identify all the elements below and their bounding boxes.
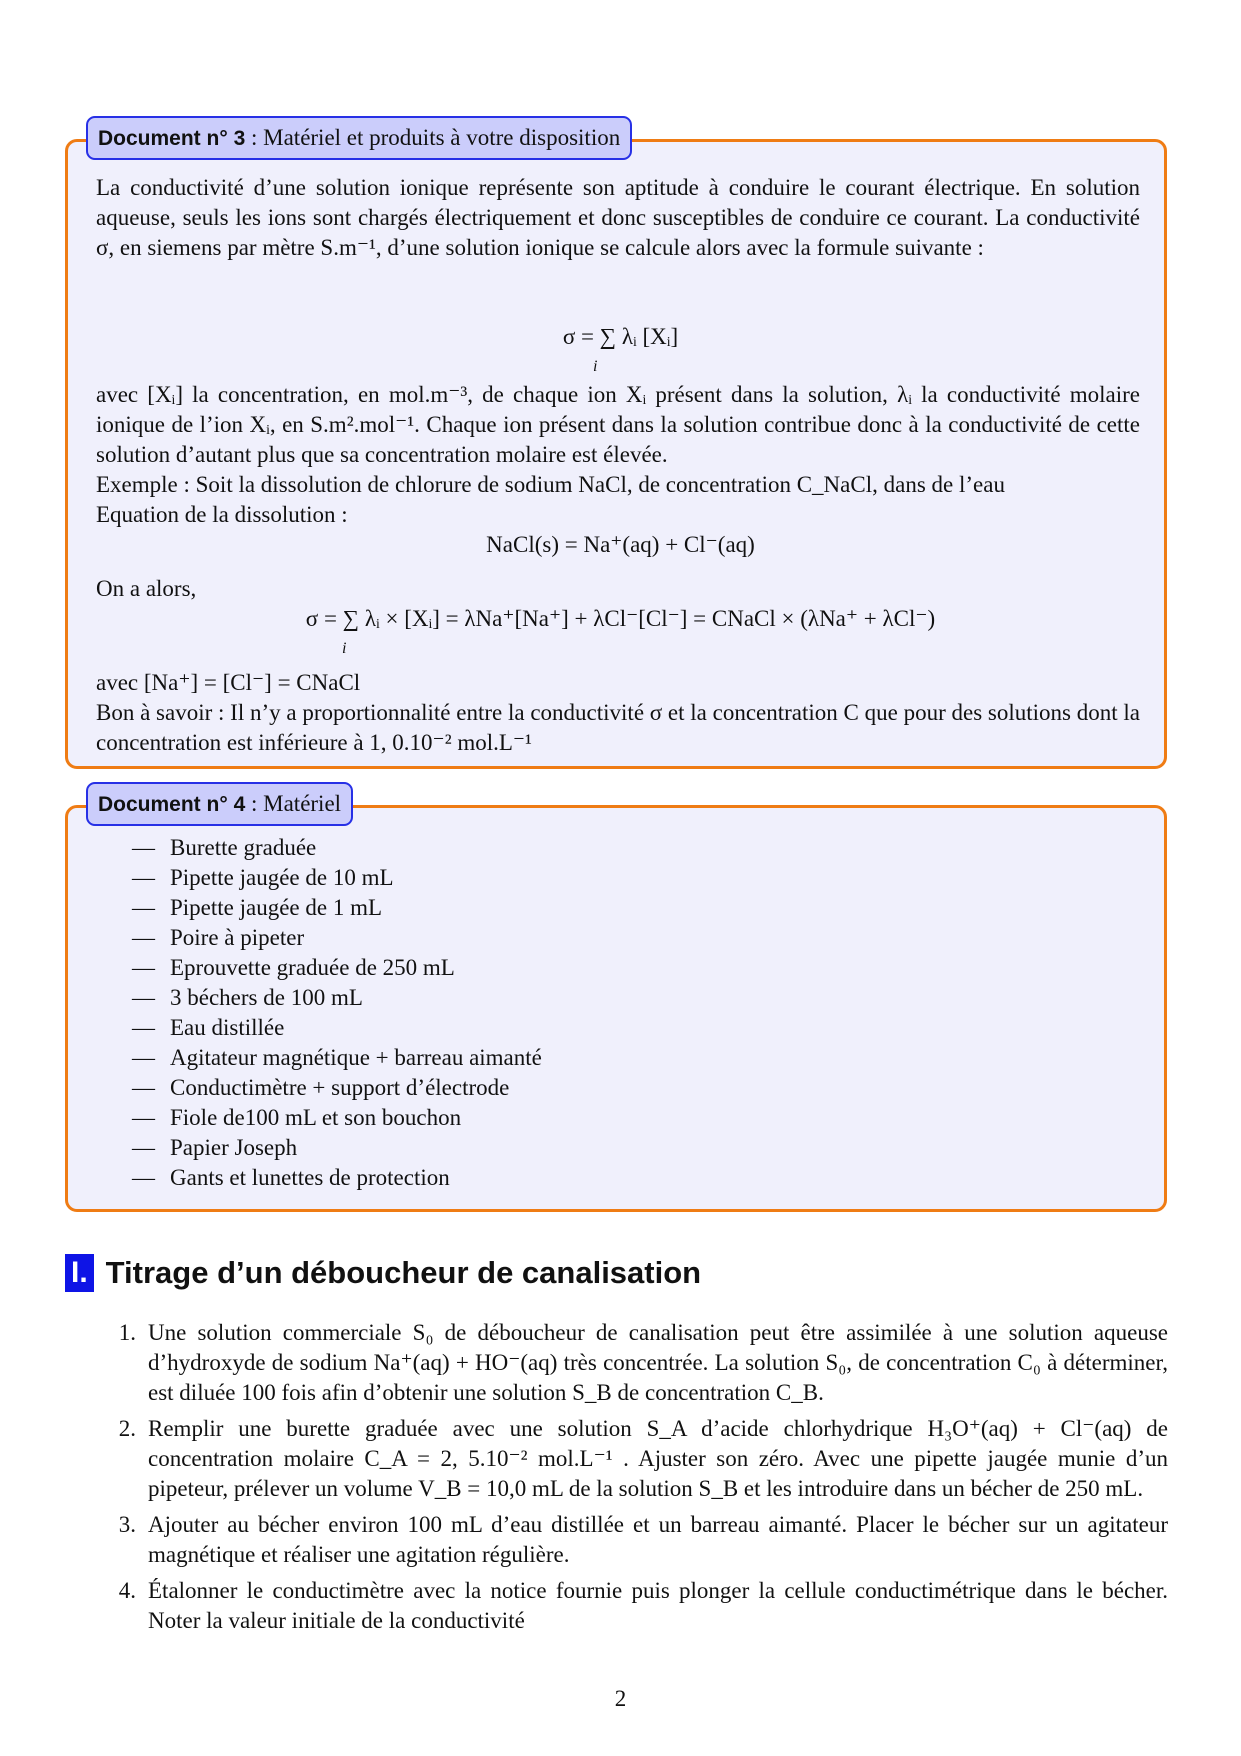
procedure-steps — [96, 1318, 1168, 1642]
document-3-tag — [86, 116, 632, 160]
step-number: 2. — [118, 1416, 136, 1441]
section-heading — [65, 1252, 701, 1294]
document-4-tag-label: Document n° 4 — [98, 793, 246, 816]
procedure-step — [96, 1318, 1168, 1408]
step-text: Étalonner le conductimètre avec la notice fournie puis plonger la cellule conductimétrique dans le bécher. Noter la valeur initiale de la conductivité — [148, 1578, 1168, 1633]
list-item: — Agitateur magnétique + barreau aimanté — [132, 1045, 542, 1070]
step-text: Remplir une burette graduée avec une solution S_A d’acide chlorhydrique H₃O⁺(aq) + Cl⁻(aq) de concentration molaire C_A = 2, 5.10⁻² mol.L⁻¹ . Ajuster son zéro. Avec une pipette jaugée munie d’un pipeteur, prélever un volume V_B = 10,0 mL de la solution S_B et les introduire dans un bécher de 250 mL. — [148, 1416, 1168, 1501]
list-item: — Gants et lunettes de protection — [132, 1165, 450, 1190]
document-3-formula: σ = ∑ λᵢ [Xᵢ] — [562, 324, 679, 349]
list-item: — Pipette jaugée de 1 mL — [132, 895, 383, 920]
material-list — [132, 833, 542, 1193]
formula-sum-index: i — [593, 358, 598, 375]
document-3-bon-a-savoir: Bon à savoir : Il n’y a proportionnalité entre la conductivité σ et la concentration C que pour des solutions dont la concentration est inférieure à 1, 0.10⁻² mol.L⁻¹ — [96, 700, 1140, 755]
list-item: — Papier Joseph — [132, 1135, 298, 1160]
document-3-explanation: avec [Xᵢ] la concentration, en mol.m⁻³, de chaque ion Xᵢ présent dans la solution, λᵢ la conductivité molaire ionique de l’ion Xᵢ, en S.m².mol⁻¹. Chaque ion présent dans la solution contribue donc à la conductivité de cette solution d’autant plus que sa concentration molaire est élevée. — [96, 382, 1140, 467]
document-3-example: Exemple : Soit la dissolution de chlorure de sodium NaCl, de concentration C_NaCl, dans de l’eau — [96, 472, 1005, 497]
dissolution-equation: NaCl(s) = Na⁺(aq) + Cl⁻(aq) — [486, 532, 755, 557]
step-text: Ajouter au bécher environ 100 mL d’eau distillée et un barreau aimanté. Placer le bécher sur un agitateur magnétique et réaliser une agitation régulière. — [148, 1512, 1168, 1567]
document-3-tag-label: Document n° 3 — [98, 127, 246, 150]
list-item: — Eprouvette graduée de 250 mL — [132, 955, 455, 980]
page-number: 2 — [614, 1686, 627, 1711]
section-number: I. — [65, 1254, 94, 1292]
document-3-tag-title: : Matériel et produits à votre disposition — [245, 125, 621, 150]
step-number: 4. — [118, 1578, 136, 1603]
conductivity-sum-index: i — [342, 640, 347, 657]
document-4-tag-title: : Matériel — [245, 791, 342, 816]
document-3-on-a-alors: On a alors, — [96, 576, 197, 601]
section-title: Titrage d’un déboucheur de canalisation — [105, 1255, 702, 1290]
procedure-step — [96, 1510, 1168, 1570]
list-item: — Poire à pipeter — [132, 925, 305, 950]
list-item: — Pipette jaugée de 10 mL — [132, 865, 394, 890]
list-item: — Fiole de100 mL et son bouchon — [132, 1105, 462, 1130]
procedure-step — [96, 1414, 1168, 1504]
conductivity-equation: σ = ∑ λᵢ × [Xᵢ] = λNa⁺[Na⁺] + λCl⁻[Cl⁻] = CNaCl × (λNa⁺ + λCl⁻) — [305, 606, 936, 631]
list-item: — Burette graduée — [132, 835, 317, 860]
document-3-intro: La conductivité d’une solution ionique représente son aptitude à conduire le courant électrique. En solution aqueuse, seuls les ions sont chargés électriquement et donc susceptibles de conduire ce courant. La conductivité σ, en siemens par mètre S.m⁻¹, d’une solution ionique se calcule alors avec la formule suivante : — [96, 175, 1140, 260]
list-item: — 3 béchers de 100 mL — [132, 985, 363, 1010]
document-3-equation-label: Equation de la dissolution : — [96, 502, 348, 527]
step-number: 3. — [118, 1512, 136, 1537]
procedure-step — [96, 1576, 1168, 1636]
step-text: Une solution commerciale S₀ de déboucheur de canalisation peut être assimilée à une solution aqueuse d’hydroxyde de sodium Na⁺(aq) + HO⁻(aq) très concentrée. La solution S₀, de concentration C₀ à déterminer, est diluée 100 fois afin d’obtenir une solution S_B de concentration C_B. — [148, 1320, 1168, 1405]
list-item: — Conductimètre + support d’électrode — [132, 1075, 510, 1100]
document-4-tag — [86, 782, 353, 826]
list-item: — Eau distillée — [132, 1015, 285, 1040]
step-number: 1. — [118, 1320, 136, 1345]
document-3-concentration-equality: avec [Na⁺] = [Cl⁻] = CNaCl — [96, 670, 361, 695]
